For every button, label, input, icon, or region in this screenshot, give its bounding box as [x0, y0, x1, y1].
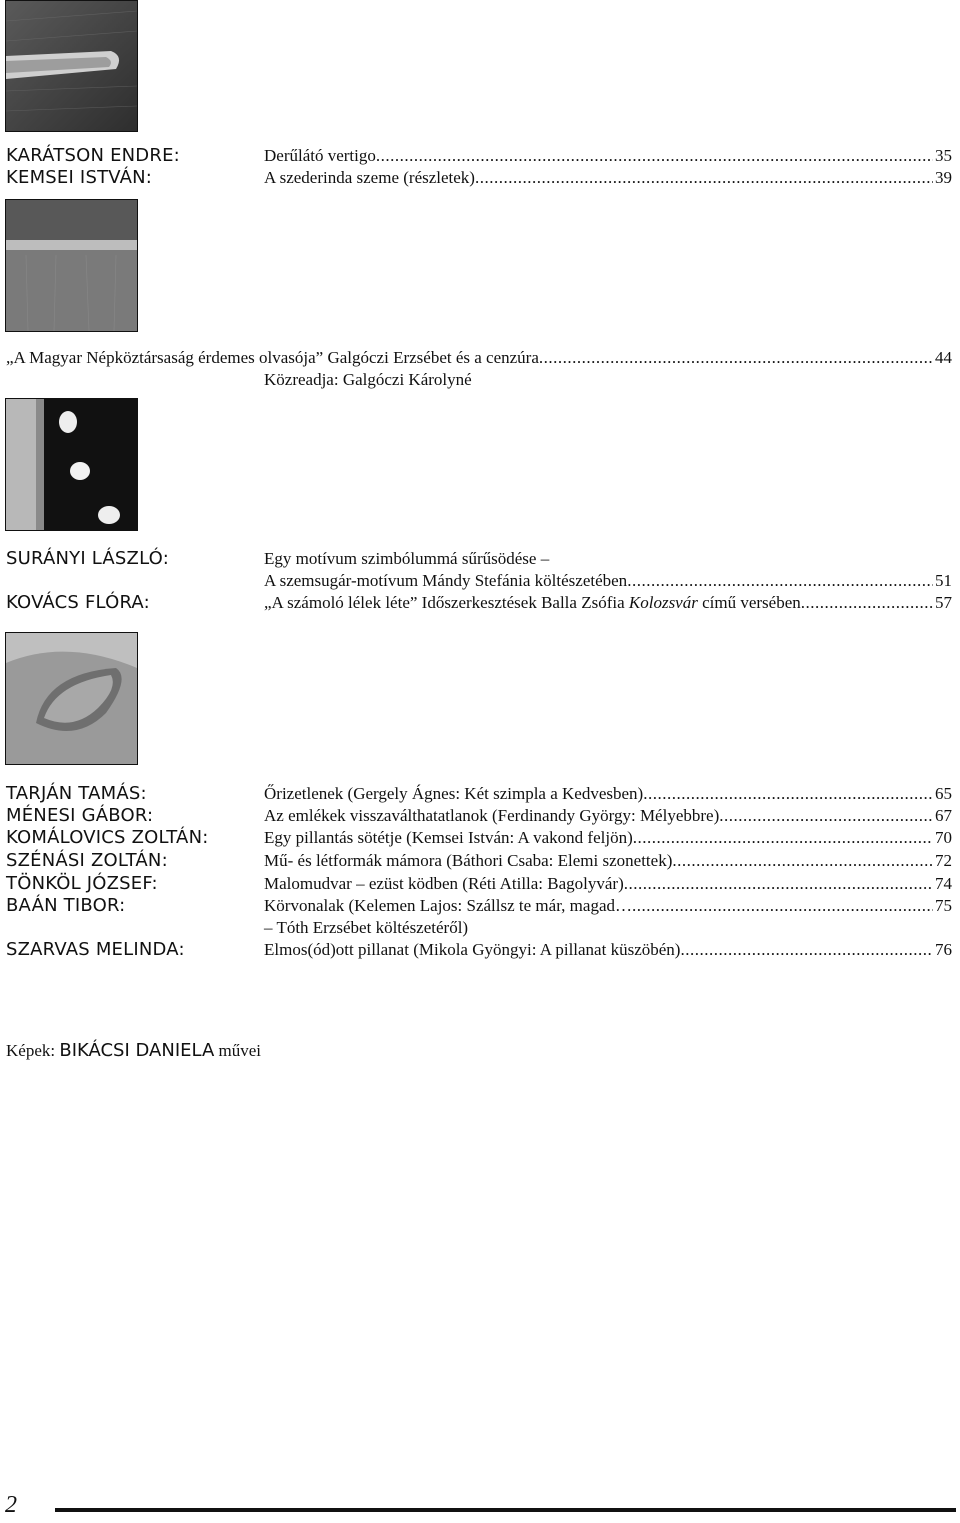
toc-page-number: 39 [935, 168, 952, 187]
toc-subtitle: A szemsugár-motívum Mándy Stefánia költészetében [264, 571, 628, 590]
toc-author: MÉNESI GÁBOR: [6, 805, 154, 826]
toc-title: Az emlékek visszaválthatatlanok (Ferdinandy György: Mélyebbre) [264, 806, 720, 825]
leader-dots [633, 827, 933, 849]
toc-title: „A Magyar Népköztársaság érdemes olvasója” Galgóczi Erzsébet és a cenzúra [6, 348, 539, 367]
toc-page-number: 57 [935, 593, 952, 612]
toc-title: A szederinda szeme (részletek) [264, 168, 475, 187]
leader-dots [680, 939, 933, 961]
toc-author: TARJÁN TAMÁS: [6, 783, 147, 804]
toc-entry [6, 850, 952, 872]
toc-page-number: 72 [935, 851, 952, 870]
toc-title: Egy pillantás sötétje (Kemsei István: A vakond feljön) [264, 828, 633, 847]
toc-page-number: 67 [935, 806, 952, 825]
toc-page-number: 65 [935, 784, 952, 803]
toc-page-number: 76 [935, 940, 952, 959]
toc-entry [6, 939, 952, 961]
toc-title: Mű- és létformák mámora (Báthori Csaba: Elemi szonettek) [264, 851, 673, 870]
toc-author: SZARVAS MELINDA: [6, 939, 185, 960]
toc-page-number: 74 [935, 874, 952, 893]
toc-author: KOMÁLOVICS ZOLTÁN: [6, 827, 209, 848]
toc-title: Malomudvar – ezüst ködben (Réti Atilla: Bagolyvár) [264, 874, 624, 893]
leader-dots [539, 347, 933, 369]
toc-subtitle: Közreadja: Galgóczi Károlyné [264, 370, 472, 389]
toc-subtitle: – Tóth Erzsébet költészetéről) [264, 918, 469, 937]
toc-entry-untitled-author [6, 347, 952, 391]
leader-dots [632, 895, 933, 917]
leader-dots [643, 783, 933, 805]
toc-entry [6, 592, 952, 614]
toc-author: KARÁTSON ENDRE: [6, 145, 180, 166]
leader-dots [719, 805, 933, 827]
toc-page-number: 70 [935, 828, 952, 847]
artist-name: BIKÁCSI DANIELA [59, 1040, 215, 1061]
toc-title: Körvonalak (Kelemen Lajos: Szállsz te már, magad… [264, 896, 632, 915]
toc-page-number: 35 [935, 146, 952, 165]
toc-page-number: 44 [935, 348, 952, 367]
toc-entry [6, 145, 952, 167]
artwork-thumbnail-1 [5, 0, 138, 132]
leader-dots [376, 145, 933, 167]
leader-dots [475, 167, 933, 189]
toc-title: Őrizetlenek (Gergely Ágnes: Két szimpla a Kedvesben) [264, 784, 644, 803]
artwork-thumbnail-3 [5, 398, 138, 531]
leader-dots [624, 873, 933, 895]
toc-entry [6, 548, 952, 592]
toc-page-number: 51 [935, 571, 952, 590]
toc-title: Egy motívum szimbólummá sűrűsödése – [264, 549, 550, 568]
toc-entry [6, 783, 952, 805]
leader-dots [801, 592, 933, 614]
toc-entry [6, 827, 952, 849]
toc-entry [6, 873, 952, 895]
page-number: 2 [5, 1492, 17, 1518]
toc-entry [6, 805, 952, 827]
toc-author: SURÁNYI LÁSZLÓ: [6, 548, 169, 569]
toc-title: Derűlátó vertigo [264, 146, 376, 165]
toc-entry [6, 167, 952, 189]
toc-author: KEMSEI ISTVÁN: [6, 167, 153, 188]
image-credit: Képek: BIKÁCSI DANIELA művei [6, 1040, 262, 1061]
toc-author: KOVÁCS FLÓRA: [6, 592, 150, 613]
artwork-thumbnail-4 [5, 632, 138, 765]
toc-page-number: 75 [935, 896, 952, 915]
artwork-thumbnail-2 [5, 199, 138, 332]
leader-dots [627, 570, 933, 592]
toc-author: TÖNKÖL JÓZSEF: [6, 873, 158, 894]
toc-entry [6, 895, 952, 939]
toc-author: BAÁN TIBOR: [6, 895, 126, 916]
footer-rule [55, 1508, 956, 1512]
toc-title: „A számoló lélek léte” Időszerkesztések Balla Zsófia Kolozsvár című versében [264, 593, 801, 612]
leader-dots [672, 850, 933, 872]
toc-title: Elmos(ód)ott pillanat (Mikola Gyöngyi: A pillanat küszöbén) [264, 940, 681, 959]
toc-author: SZÉNÁSI ZOLTÁN: [6, 850, 168, 871]
